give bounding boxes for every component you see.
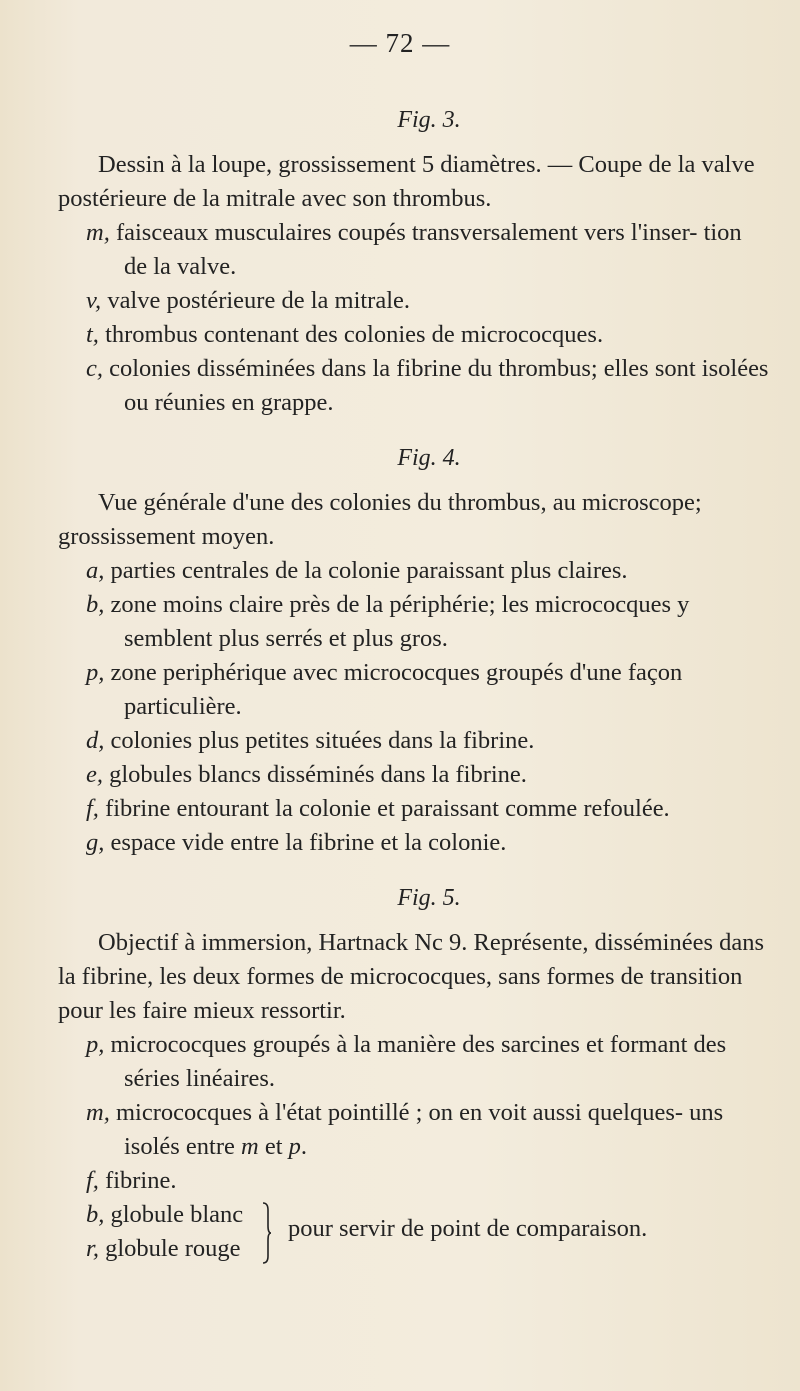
ref-p: p xyxy=(288,1133,301,1160)
braced-legend xyxy=(58,1198,770,1270)
page-content xyxy=(58,102,770,1270)
legend-text: globule blanc xyxy=(110,1201,244,1228)
legend-item xyxy=(58,216,770,284)
legend-text: parties centrales de la colonie paraissant plus claires. xyxy=(110,557,628,584)
fig-4-title: Fig. 4. xyxy=(397,445,461,471)
legend-item xyxy=(58,588,770,656)
legend-key: p, xyxy=(86,659,105,686)
legend-key: a, xyxy=(86,557,105,584)
shared-description: pour servir de point de comparaison. xyxy=(288,1215,648,1242)
legend-item xyxy=(58,1028,770,1096)
legend-text: fibrine. xyxy=(105,1167,177,1194)
legend-key: t, xyxy=(86,321,99,348)
legend-item xyxy=(58,1096,770,1164)
legend-text: micrococques groupés à la manière des sarcines et formant des séries linéaires. xyxy=(110,1031,727,1092)
legend-key: d, xyxy=(86,727,105,754)
legend-text: valve postérieure de la mitrale. xyxy=(107,287,411,314)
ref-m: m xyxy=(241,1133,259,1160)
fig-5-intro: Objectif à immersion, Hartnack Nc 9. Représente, disséminées dans la fibrine, les deux formes de micrococques, sans formes de transition pour les faire mieux ressortir. xyxy=(58,929,765,1024)
legend-item xyxy=(58,1164,770,1198)
legend-text: faisceaux musculaires coupés transversalement vers l'inser- tion de la valve. xyxy=(115,219,742,280)
legend-text: espace vide entre la fibrine et la colonie. xyxy=(110,829,507,856)
legend-key: r, xyxy=(86,1235,99,1262)
legend-item xyxy=(58,554,770,588)
legend-key: b, xyxy=(86,591,105,618)
legend-text: colonies plus petites situées dans la fibrine. xyxy=(110,727,535,754)
legend-item xyxy=(58,792,770,826)
legend-text: globule rouge xyxy=(105,1235,241,1262)
brace-icon xyxy=(261,1202,271,1264)
legend-key: m, xyxy=(86,1099,110,1126)
legend-key: c, xyxy=(86,355,103,382)
legend-item xyxy=(58,724,770,758)
fig-3-title: Fig. 3. xyxy=(397,107,461,133)
legend-key: e, xyxy=(86,761,103,788)
legend-key: v, xyxy=(86,287,102,314)
legend-key: p, xyxy=(86,1031,105,1058)
legend-text: fibrine entourant la colonie et paraissant comme refoulée. xyxy=(105,795,670,822)
fig-3-intro: Dessin à la loupe, grossissement 5 diamètres. — Coupe de la valve postérieure de la mitrale avec son thrombus. xyxy=(58,151,755,212)
legend-text: zone periphérique avec micrococques groupés d'une façon particulière. xyxy=(110,659,683,720)
legend-key: m, xyxy=(86,219,110,246)
legend-item xyxy=(58,284,770,318)
legend-item xyxy=(58,826,770,860)
legend-item xyxy=(58,352,770,420)
legend-key: g, xyxy=(86,829,105,856)
fig-5-title: Fig. 5. xyxy=(397,885,461,911)
fig-4-intro: Vue générale d'une des colonies du thrombus, au microscope; grossissement moyen. xyxy=(58,489,702,550)
legend-text: zone moins claire près de la périphérie; les micrococques y semblent plus serrés et plus gros. xyxy=(110,591,690,652)
legend-text: colonies disséminées dans la fibrine du thrombus; elles sont isolées ou réunies en grappe. xyxy=(109,355,769,416)
legend-key: f, xyxy=(86,795,99,822)
legend-item xyxy=(58,656,770,724)
legend-text: micrococques à l'état pointillé ; on en voit aussi quelques- uns isolés entre xyxy=(115,1099,724,1160)
legend-key: f, xyxy=(86,1167,99,1194)
legend-key: b, xyxy=(86,1201,105,1228)
page-number: — 72 — xyxy=(349,28,451,58)
legend-item xyxy=(58,318,770,352)
legend-item xyxy=(58,758,770,792)
legend-text: globules blancs disséminés dans la fibrine. xyxy=(109,761,527,788)
legend-text: thrombus contenant des colonies de micrococques. xyxy=(105,321,604,348)
ref-end: . xyxy=(300,1133,308,1160)
ref-conjunction: et xyxy=(264,1133,283,1160)
